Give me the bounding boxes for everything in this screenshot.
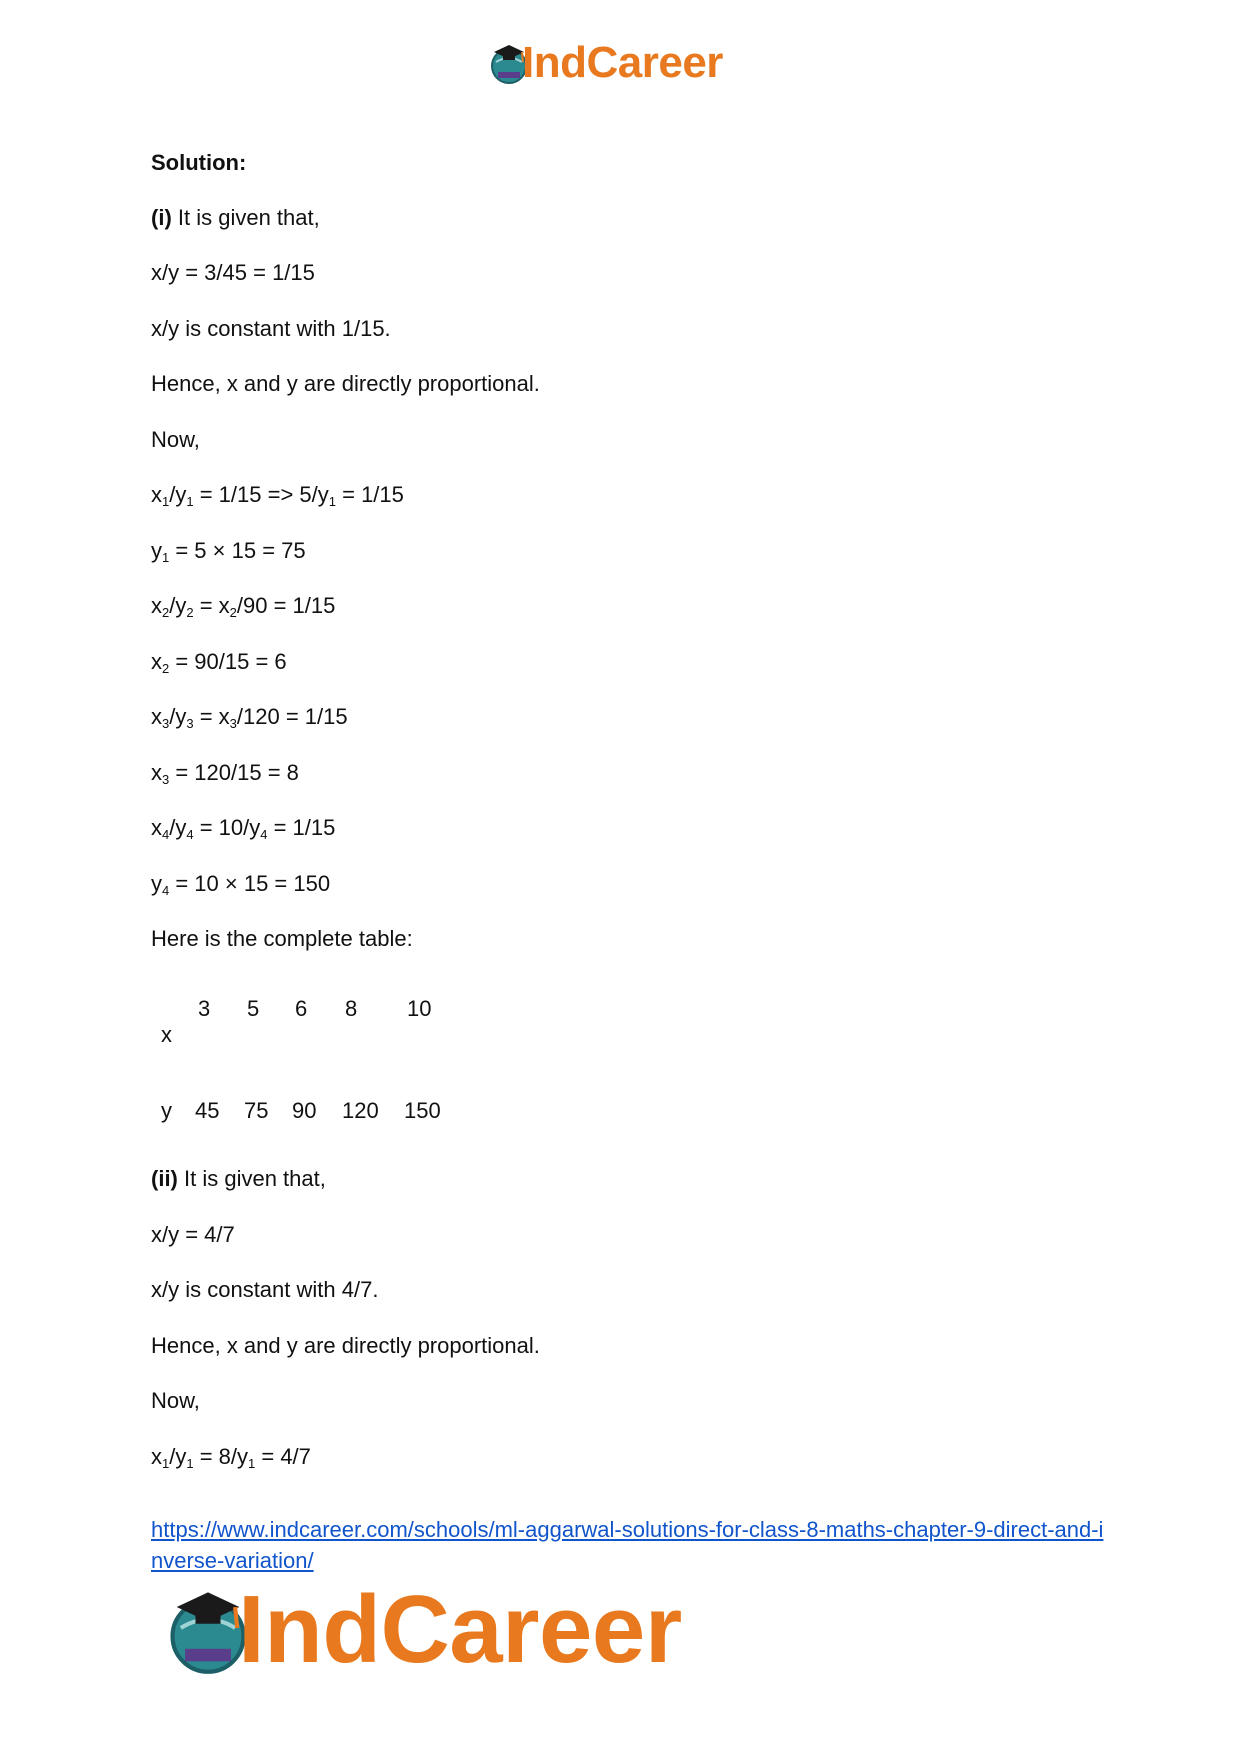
table-y-cell: 90 [292, 1098, 317, 1123]
part-i-label: (i) [151, 205, 172, 230]
table-y-cell: 75 [244, 1098, 269, 1123]
equation-x4-y4: $x_4/y_4 = 10/y_4 = 1/15$ [151, 815, 336, 842]
table-y-cell: 150 [404, 1098, 441, 1123]
equation-x1-y1: $x_1/y_1 = 1/15 => 5/y_1 = 1/15$ [151, 482, 404, 509]
part-i-intro-text: It is given that, [171, 205, 320, 230]
table-x-cell: 10 [407, 996, 432, 1021]
part-ii-constant: x/y is constant with 4/7. [151, 1277, 379, 1302]
part-ii-ratio: x/y = 4/7 [151, 1222, 235, 1247]
header-logo-text: IndCareer [522, 38, 723, 87]
equation-x2-y2: $x_2/y_2 = x_2/90 = 1/15$ [151, 593, 336, 620]
part-i-now: Now, [151, 427, 200, 452]
equation-x3: $x_3 = 120/15 = 8$ [151, 760, 299, 787]
table-y-cell: 120 [342, 1098, 379, 1123]
part-i-intro [151, 205, 320, 231]
part-ii-now: Now, [151, 1388, 200, 1413]
table-x-cell: 8 [345, 996, 358, 1021]
header-logo [486, 40, 723, 86]
table-x-label: x [161, 1022, 172, 1047]
equation-y1: $y_1 = 5 \times 15 = 75$ [151, 538, 306, 565]
part-ii-intro-text: It is given that, [177, 1166, 326, 1191]
table-x-cell: 5 [247, 996, 260, 1021]
table-x-cell: 3 [198, 996, 211, 1021]
equation-ii-x1-y1: $x_1/y_1 = 8/y_1 = 4/7$ [151, 1444, 311, 1471]
part-ii-conclusion: Hence, x and y are directly proportional. [151, 1333, 540, 1358]
part-i-conclusion: Hence, x and y are directly proportional. [151, 371, 540, 396]
footer-logo-text: IndCareer [238, 1576, 682, 1683]
solution-heading: Solution: [151, 150, 247, 175]
equation-y4: $y_4 = 10 \times 15 = 150$ [151, 871, 331, 898]
part-i-constant: x/y is constant with 1/15. [151, 316, 391, 341]
part-i-ratio: x/y = 3/45 = 1/15 [151, 260, 315, 285]
footer-logo [160, 1576, 682, 1683]
equation-x2: $x_2 = 90/15 = 6$ [151, 649, 287, 676]
table-x-cell: 6 [295, 996, 308, 1021]
value-table [151, 980, 481, 1130]
part-ii-intro [151, 1166, 326, 1192]
equation-x3-y3: $x_3/y_3 = x_3/120 = 1/15$ [151, 704, 348, 731]
part-ii-label: (ii) [151, 1166, 178, 1191]
table-y-cell: 45 [195, 1098, 220, 1123]
table-y-label: y [161, 1098, 172, 1123]
table-intro: Here is the complete table: [151, 926, 413, 951]
source-link[interactable]: https://www.indcareer.com/schools/ml-aggarwal-solutions-for-class-8-maths-chapter-9-direct-and-inverse-variation/ [151, 1517, 1104, 1573]
